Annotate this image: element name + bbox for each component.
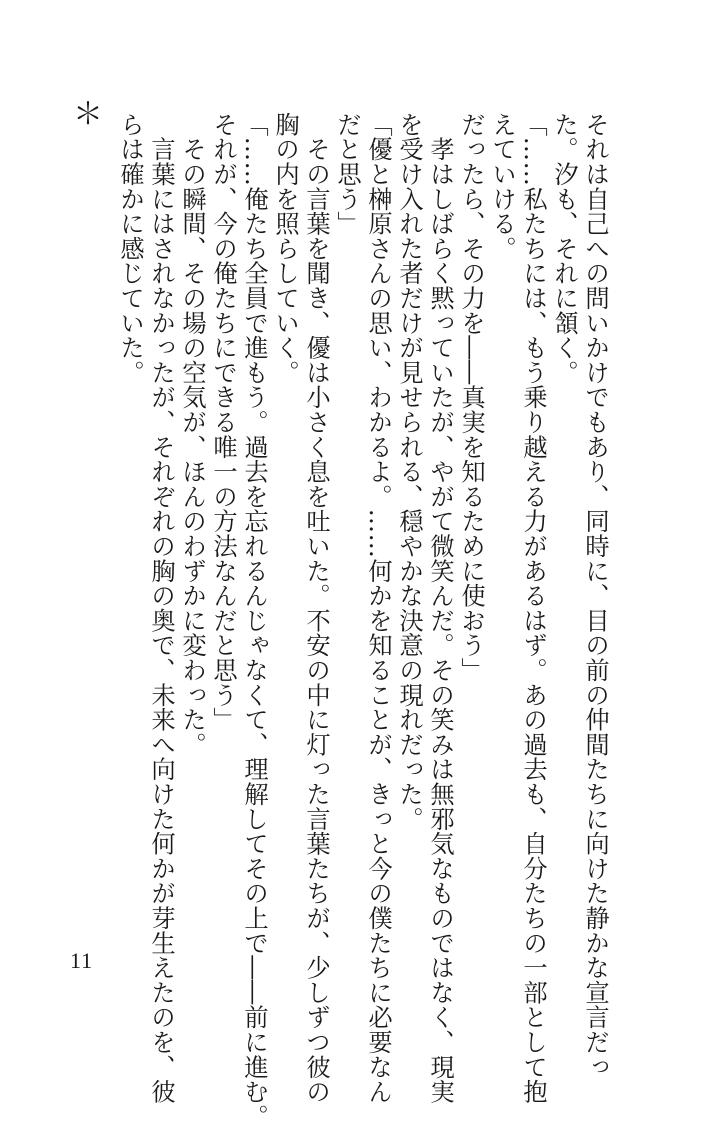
text-line: を受け入れた者だけが見せられる、穏やかな決意の現れだった。	[395, 112, 424, 832]
text-line: 言葉にはされなかったが、それぞれの胸の奥で、未来へ向けた何かが芽生えたのを、彼	[147, 112, 176, 1104]
text-line: その言葉を聞き、優は小さく息を吐いた。不安の中に灯った言葉たちが、少しずつ彼の	[302, 112, 331, 1104]
text-line: 「優と榊原さんの思い、わかるよ。……何かを知ることが、きっと今の僕たちに必要なん	[364, 112, 393, 1104]
text-line: その瞬間、その場の空気が、ほんのわずかに変わった。	[178, 112, 207, 757]
text-line: だったら、その力を――真実を知るために使おう」	[457, 112, 486, 683]
scene-break-asterisk: ＊	[73, 97, 103, 132]
text-line: 「……俺たち全員で進もう。過去を忘れるんじゃなくて、理解してその上で――前に進む。	[240, 112, 269, 1129]
text-line: それは自己への問いかけでもあり、同時に、目の前の仲間たちに向けた静かな宣言だっ	[581, 112, 610, 1080]
text-line: えていける。	[488, 112, 517, 261]
body-text	[115, 112, 611, 1129]
page-number: 11	[70, 948, 94, 973]
text-line: 「……私たちには、もう乗り越える力があるはず。あの過去も、自分たちの一部として抱	[519, 112, 548, 1104]
text-line: た。汐も、それに頷く。	[550, 112, 579, 385]
text-line: だと思う」	[333, 112, 362, 236]
text-line: らは確かに感じていた。	[116, 112, 145, 385]
text-line: 孝はしばらく黙っていたが、やがて微笑んだ。その笑みは無邪気なものではなく、現実	[426, 112, 455, 1104]
text-line: 胸の内を照らしていく。	[271, 112, 300, 385]
text-line: それが、今の俺たちにできる唯一の方法なんだと思う」	[209, 112, 238, 732]
